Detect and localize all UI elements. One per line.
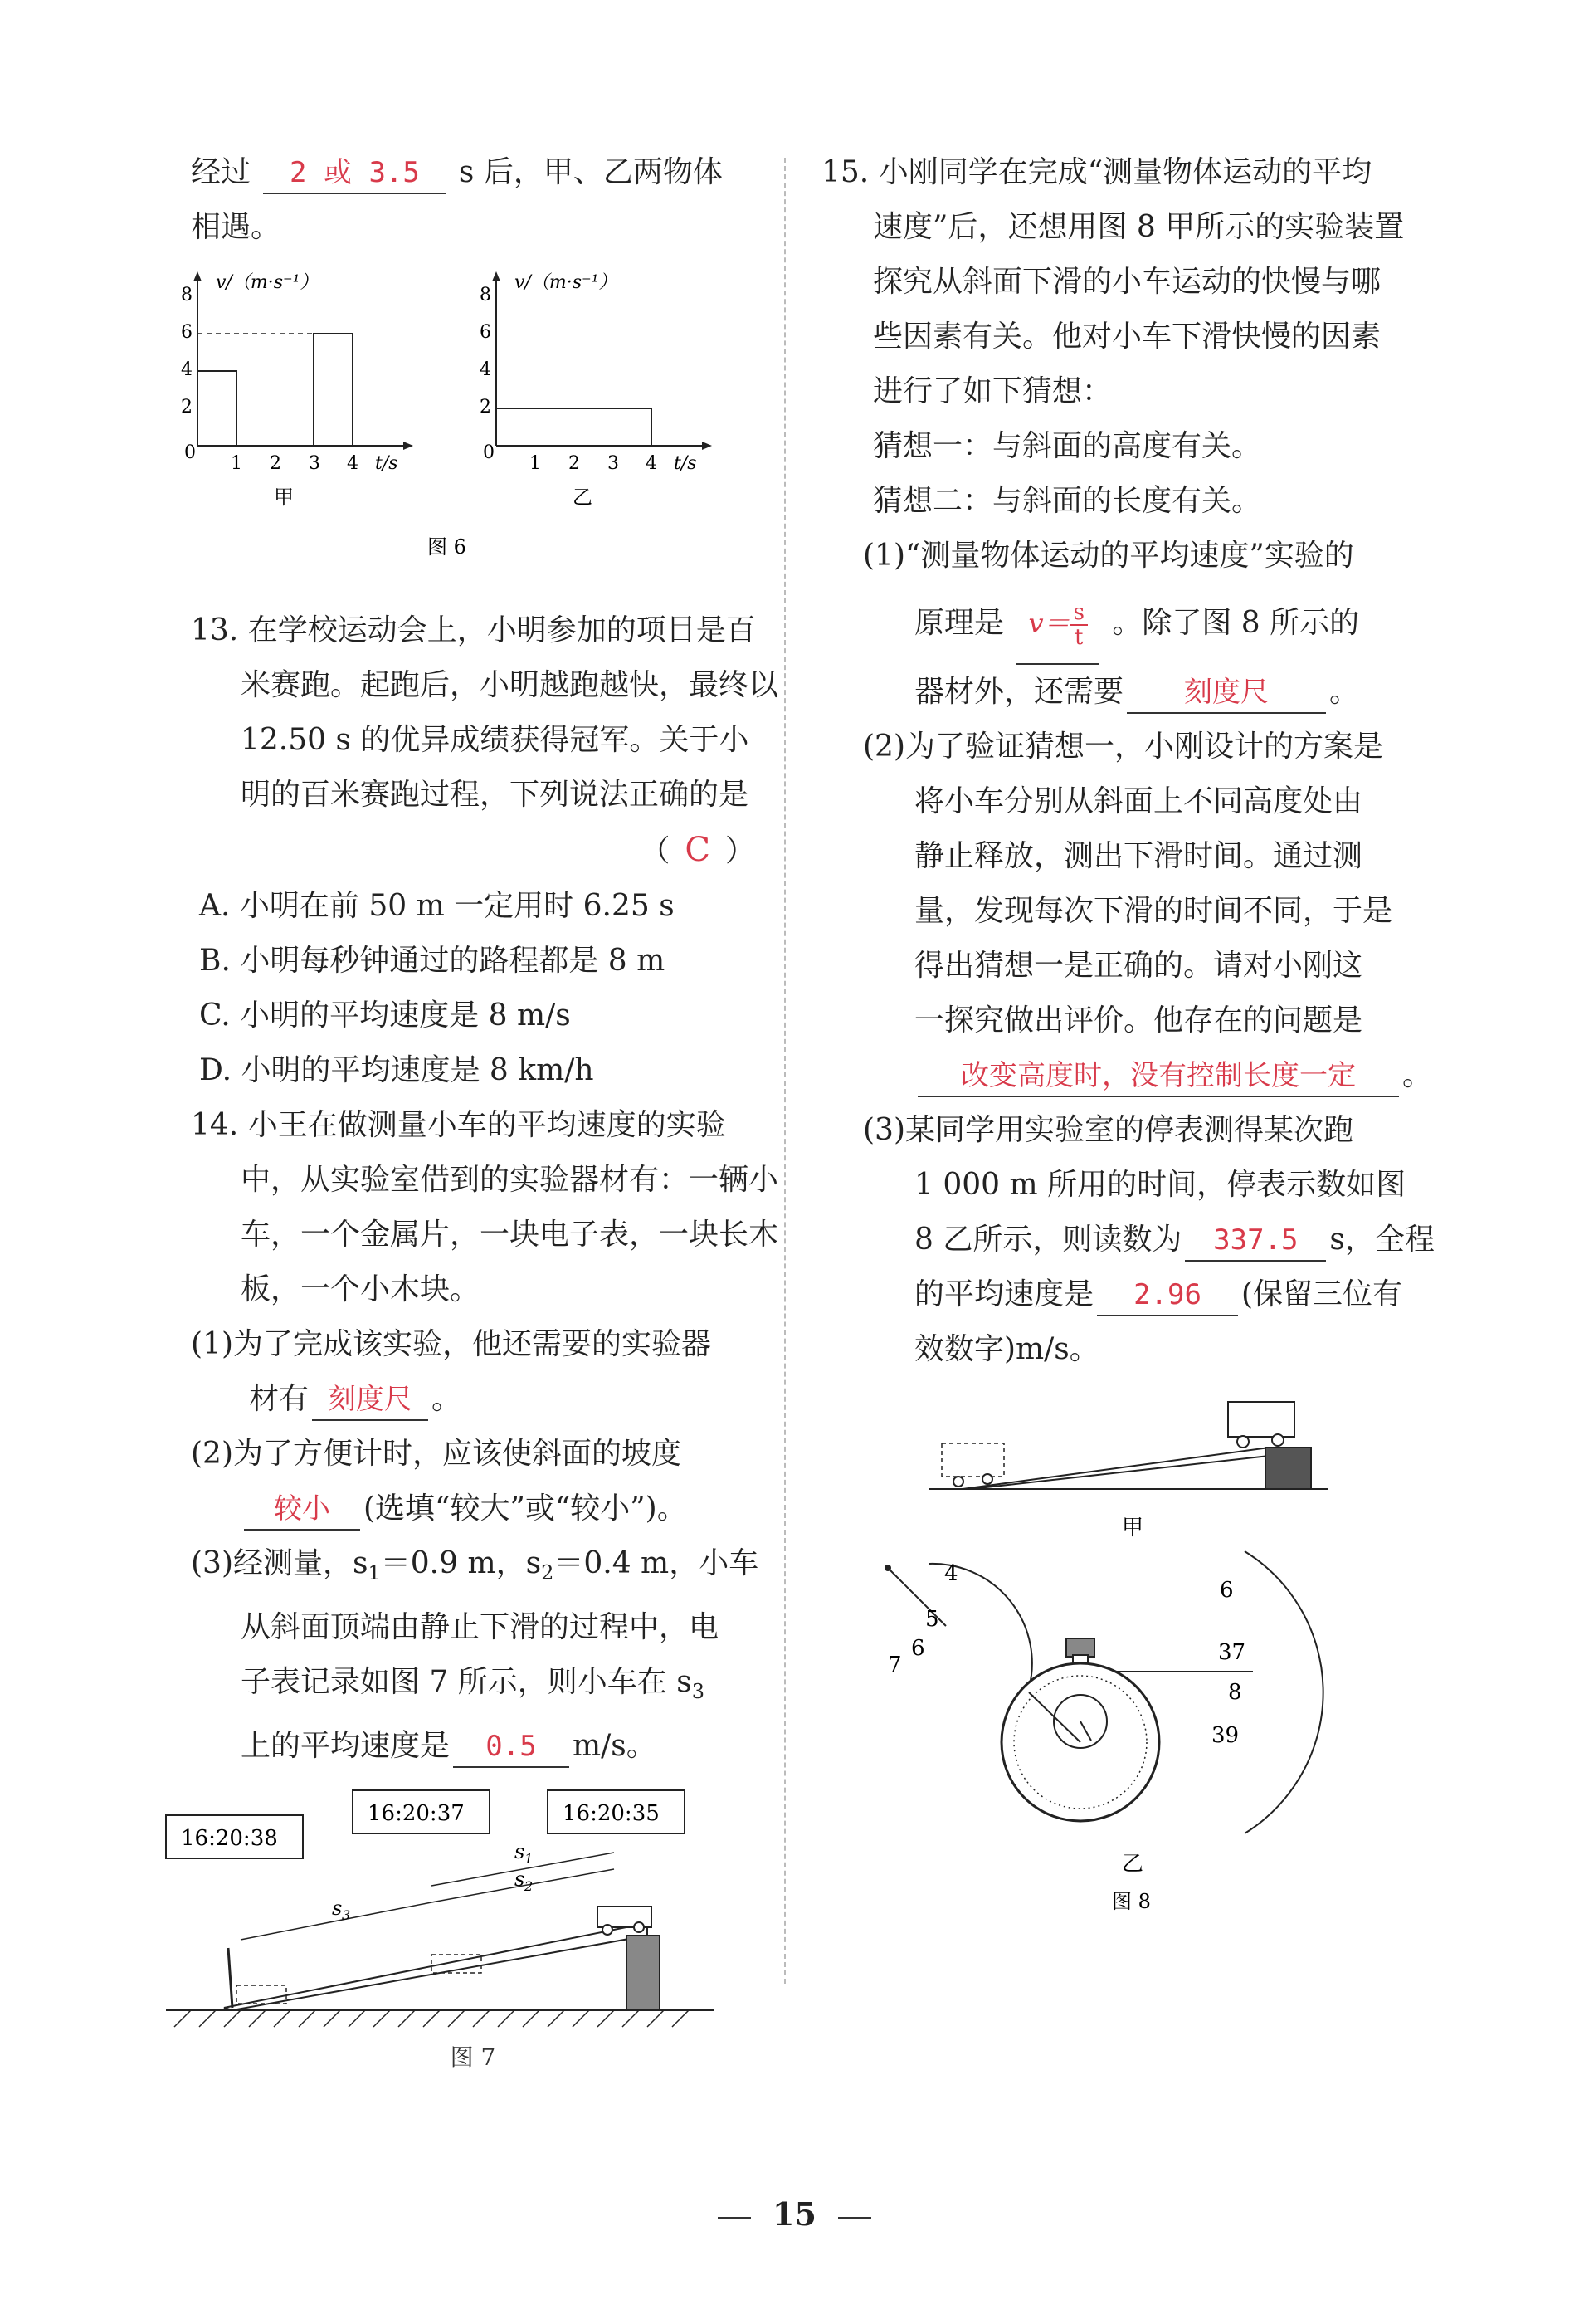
graph-a-xtick-3: 3 — [309, 453, 320, 474]
cart-top-wheel-2 — [634, 1922, 644, 1932]
q13-option-c: C. 小明的平均速度是 8 m/s — [199, 998, 571, 1033]
q13-bracket-open: （ — [640, 834, 670, 868]
q15-p3-line-3 — [821, 1213, 1452, 1267]
q15-p3-prefix-2: 的平均速度是 — [914, 1277, 1094, 1311]
graph-a-label: 甲 — [274, 486, 294, 509]
fig8a-cart-top-wheel-1 — [1237, 1436, 1249, 1448]
graph-b-ytick-0: 0 — [483, 442, 495, 463]
graph-a-x-arrow — [403, 442, 413, 450]
fig8-label-a: 甲 — [1122, 1516, 1144, 1540]
q13-answer: C — [685, 831, 710, 869]
graph-a-xtick-4: 4 — [347, 453, 358, 474]
q14-p3-prefix: 上的平均速度是 — [241, 1729, 451, 1764]
q15-p3-line-4 — [821, 1267, 1452, 1322]
fig8b-scale-right-8: 8 — [1228, 1680, 1242, 1705]
graph-b-x-arrow — [702, 442, 712, 450]
page-number — [0, 2195, 1589, 2233]
q15-p1-mid: 。除了图 8 所示的 — [1112, 606, 1360, 640]
s3-label: s — [332, 1897, 343, 1921]
q15-p1-suffix-2: 。 — [1329, 675, 1360, 709]
s2-sub: 2 — [524, 1878, 534, 1895]
q14-line-4: 板，一个小木块。 — [241, 1272, 480, 1306]
q15-p2-line-1: (2)为了验证猜想一，小刚设计的方案是 — [863, 730, 1383, 764]
q15-p2-line-2: 将小车分别从斜面上不同高度处由 — [914, 784, 1363, 818]
graph-b-segment — [496, 408, 651, 446]
q15-p3-line-2: 1 000 m 所用的时间，停表示数如图 — [914, 1168, 1406, 1202]
q14-p3-sub-3: 3 — [691, 1680, 704, 1704]
q13-line-2: 米赛跑。起跑后，小明越跑越快，最终以 — [241, 668, 779, 702]
graph-a-y-arrow — [193, 271, 202, 281]
graph-b-xtick-2: 2 — [568, 453, 580, 474]
graph-b-ytick-2: 2 — [480, 397, 491, 417]
fig8a-cart-top — [1228, 1402, 1294, 1437]
intro-line-2: 相遇。 — [191, 210, 281, 244]
figure-7-diagram — [166, 1790, 763, 2039]
q15-line-3: 探究从斜面下滑的小车运动的快慢与哪 — [873, 265, 1382, 299]
incline-board — [224, 1923, 647, 2010]
graph-a-ytick-8: 8 — [181, 285, 193, 305]
q13-option-b: B. 小明每秒钟通过的路程都是 8 m — [199, 944, 665, 978]
q15-p3-line-1: (3)某同学用实验室的停表测得某次跑 — [863, 1113, 1353, 1147]
q15-p2-answer-line — [821, 1048, 1452, 1103]
graph-a-segment-2 — [314, 334, 353, 446]
q15-formula-v: v＝ — [1028, 608, 1070, 639]
fig8b-right-scale — [1245, 1551, 1323, 1833]
timer-a-text: 16:20:38 — [181, 1826, 278, 1852]
intro-line — [191, 145, 755, 200]
q15-p3-suffix-2: (保留三位有 — [1241, 1277, 1403, 1311]
q14-p2-suffix: (选填“较大”或“较小”)。 — [363, 1492, 687, 1526]
cart-top-wheel-1 — [602, 1925, 612, 1935]
graph-a-ytick-6: 6 — [181, 322, 193, 343]
graph-b-label: 乙 — [573, 486, 592, 509]
timer-b-text: 16:20:37 — [368, 1801, 465, 1827]
figure-7-caption: 图 7 — [450, 2043, 496, 2072]
q15-guess-1: 猜想一：与斜面的高度有关。 — [873, 429, 1262, 463]
q15-line-4: 些因素有关。他对小车下滑快慢的因素 — [873, 320, 1382, 354]
graph-b-xtick-4: 4 — [646, 453, 657, 474]
q15-formula-num: s — [1070, 601, 1088, 626]
q15-p1-prefix-2: 器材外，还需要 — [914, 675, 1124, 709]
fig8a-cart-top-wheel-2 — [1272, 1434, 1284, 1446]
figure-6-caption: 图 6 — [427, 535, 466, 559]
graph-b-xtick-1: 1 — [529, 453, 541, 474]
graph-a-ytick-4: 4 — [181, 359, 193, 380]
graph-b-ytick-6: 6 — [480, 322, 491, 343]
q14-p3-line-3 — [191, 1655, 755, 1719]
q15-p1-line-1: (1)“测量物体运动的平均速度”实验的 — [863, 539, 1354, 573]
graph-a-ytick-2: 2 — [181, 397, 193, 417]
graph-b-ytick-4: 4 — [480, 359, 491, 380]
graph-b-y-arrow — [492, 271, 500, 281]
graph-b — [480, 271, 712, 509]
timer-c-text: 16:20:35 — [563, 1801, 660, 1827]
q14-p3-line-2: 从斜面顶端由静止下滑的过程中，电 — [241, 1610, 719, 1645]
graph-b-xlabel: t/s — [674, 453, 697, 474]
fig8a-cart-start-wheel-1 — [953, 1477, 963, 1487]
q15-p3-answer-2: 2.96 — [1097, 1275, 1238, 1316]
figure-8-diagram — [821, 1402, 1452, 1916]
fig8b-scale-right-37: 37 — [1218, 1640, 1246, 1665]
fig8a-cart-start — [942, 1443, 1004, 1477]
q15-p3-line-5: 效数字)m/s。 — [914, 1332, 1099, 1366]
q13-option-a: A. 小明在前 50 m 一定用时 6.25 s — [199, 889, 675, 923]
graph-a — [181, 271, 413, 509]
fig8a-block — [1265, 1448, 1311, 1489]
graph-a-ytick-0: 0 — [184, 442, 196, 463]
q15-line-5: 进行了如下猜想： — [873, 374, 1113, 408]
q14-p1-prefix: 材有 — [249, 1382, 310, 1416]
q14-p2-answer: 较小 — [244, 1489, 360, 1531]
graph-a-ylabel: v/（m·s⁻¹） — [216, 272, 319, 293]
q15-line-2: 速度”后，还想用图 8 甲所示的实验装置 — [873, 210, 1405, 244]
q15-p1-prefix: 原理是 — [914, 606, 1005, 640]
fig8a-incline — [963, 1448, 1270, 1489]
s2-label: s — [514, 1868, 525, 1892]
q15-guess-2: 猜想二：与斜面的长度有关。 — [873, 484, 1262, 518]
figure-8-caption: 图 8 — [1112, 1890, 1151, 1913]
s3-sub: 3 — [342, 1907, 351, 1924]
fig8b-left-pointer-dot — [885, 1565, 891, 1571]
page-number-text: 15 — [773, 2195, 816, 2233]
ground-hatching — [174, 2010, 689, 2027]
q14-p3-line-4 — [191, 1719, 755, 1774]
figure-7 — [166, 1790, 755, 2039]
graph-b-ylabel: v/（m·s⁻¹） — [514, 272, 617, 293]
fig8b-scale-left-6: 6 — [911, 1636, 925, 1661]
q15-formula-den: t — [1075, 625, 1084, 650]
q15-p2-answer: 改变高度时，没有控制长度一定 — [918, 1056, 1399, 1097]
q14-p1-line-2 — [191, 1372, 755, 1427]
fig8-label-b: 乙 — [1122, 1852, 1144, 1877]
q14-p1-answer: 刻度尺 — [312, 1379, 428, 1421]
q15-p2-suffix: 。 — [1402, 1058, 1433, 1092]
q14-p3-suffix: m/s。 — [573, 1729, 656, 1764]
fig8b-scale-left-7: 7 — [888, 1653, 902, 1677]
graph-b-xtick-3: 3 — [607, 453, 619, 474]
graph-a-xlabel: t/s — [375, 453, 398, 474]
intro-suffix: s 后，甲、乙两物体 — [458, 155, 723, 189]
q15-p1-line-3 — [821, 665, 1452, 720]
figure-6 — [181, 255, 755, 603]
q15-p1-formula — [1016, 583, 1099, 665]
q15-formula-fraction — [1070, 601, 1088, 649]
q15-p2-line-6: 一探究做出评价。他存在的问题是 — [914, 1003, 1363, 1038]
q14-line-3: 车，一个金属片，一块电子表，一块长木 — [241, 1218, 779, 1252]
q13-option-d: D. 小明的平均速度是 8 km/h — [199, 1053, 594, 1087]
stopwatch-crown — [1066, 1638, 1094, 1657]
intro-prefix: 经过 — [191, 155, 251, 189]
q14-p3-line-3-text: 子表记录如图 7 所示，则小车在 s — [241, 1665, 692, 1700]
graph-a-xtick-2: 2 — [270, 453, 281, 474]
graph-b-ytick-8: 8 — [480, 285, 491, 305]
right-column — [821, 145, 1452, 1916]
intro-answer: 2 或 3.5 — [263, 153, 446, 194]
q14-line-2: 中，从实验室借到的实验器材有：一辆小 — [241, 1163, 779, 1197]
page-number-dash-left — [718, 2217, 751, 2219]
q14-p3-sub-2: 2 — [541, 1561, 554, 1585]
page-number-dash-right — [838, 2217, 871, 2219]
q15-p2-line-5: 得出猜想一是正确的。请对小刚这 — [914, 949, 1363, 983]
q15-p1-answer-2: 刻度尺 — [1127, 672, 1326, 714]
q13-line-4: 明的百米赛跑过程，下列说法正确的是 — [241, 778, 749, 812]
graph-a-segment-1 — [197, 371, 236, 446]
q14-p3-text-c: ＝0.4 m，小车 — [553, 1546, 759, 1580]
metal-plate — [228, 1948, 232, 2008]
wood-block — [626, 1936, 660, 2010]
q13-line-1: 13. 在学校运动会上，小明参加的项目是百 — [191, 613, 756, 647]
q15-line-1: 15. 小刚同学在完成“测量物体运动的平均 — [821, 155, 1372, 189]
q15-p2-line-4: 量，发现每次下滑的时间不同，于是 — [914, 894, 1393, 928]
fig8b-scale-right-39: 39 — [1211, 1723, 1240, 1748]
q13-line-3: 12.50 s 的优异成绩获得冠军。关于小 — [241, 723, 749, 757]
s1-label: s — [514, 1840, 525, 1864]
figure-8 — [821, 1402, 1452, 1916]
q15-p3-prefix: 8 乙所示，则读数为 — [914, 1223, 1182, 1257]
fig8b-scale-left-5: 5 — [925, 1607, 939, 1632]
q14-p2-line-1: (2)为了方便计时，应该使斜面的坡度 — [191, 1437, 681, 1471]
q14-p3-sub-1: 1 — [368, 1561, 381, 1585]
q14-line-1: 14. 小王在做测量小车的平均速度的实验 — [191, 1108, 726, 1142]
column-divider — [784, 158, 786, 1984]
q15-p3-suffix: s，全程 — [1329, 1223, 1435, 1257]
q13-answer-line — [191, 823, 755, 879]
q15-p3-answer: 337.5 — [1185, 1220, 1326, 1262]
fig8b-scale-left-4: 4 — [944, 1561, 958, 1586]
q14-p3-text-a: (3)经测量，s — [191, 1546, 368, 1580]
q15-p2-line-3: 静止释放，测出下滑时间。通过测 — [914, 839, 1363, 873]
graph-a-xtick-1: 1 — [231, 453, 242, 474]
figure-6-graphs — [181, 255, 755, 570]
q14-p3-text-b: ＝0.9 m，s — [380, 1546, 542, 1580]
q14-p2-line-2 — [191, 1482, 755, 1536]
q14-p3-answer: 0.5 — [453, 1726, 569, 1768]
q15-p1-line-2 — [821, 583, 1452, 665]
s1-sub: 1 — [524, 1851, 534, 1868]
left-column — [181, 145, 779, 2073]
fig8b-scale-right-6: 6 — [1220, 1578, 1234, 1603]
q14-p3-line-1 — [191, 1536, 759, 1600]
q14-p1-line-1: (1)为了完成该实验，他还需要的实验器 — [191, 1327, 711, 1361]
q13-bracket-close: ） — [724, 834, 755, 868]
fig8a-cart-start-wheel-2 — [982, 1474, 992, 1484]
q14-p1-suffix: 。 — [431, 1382, 462, 1416]
